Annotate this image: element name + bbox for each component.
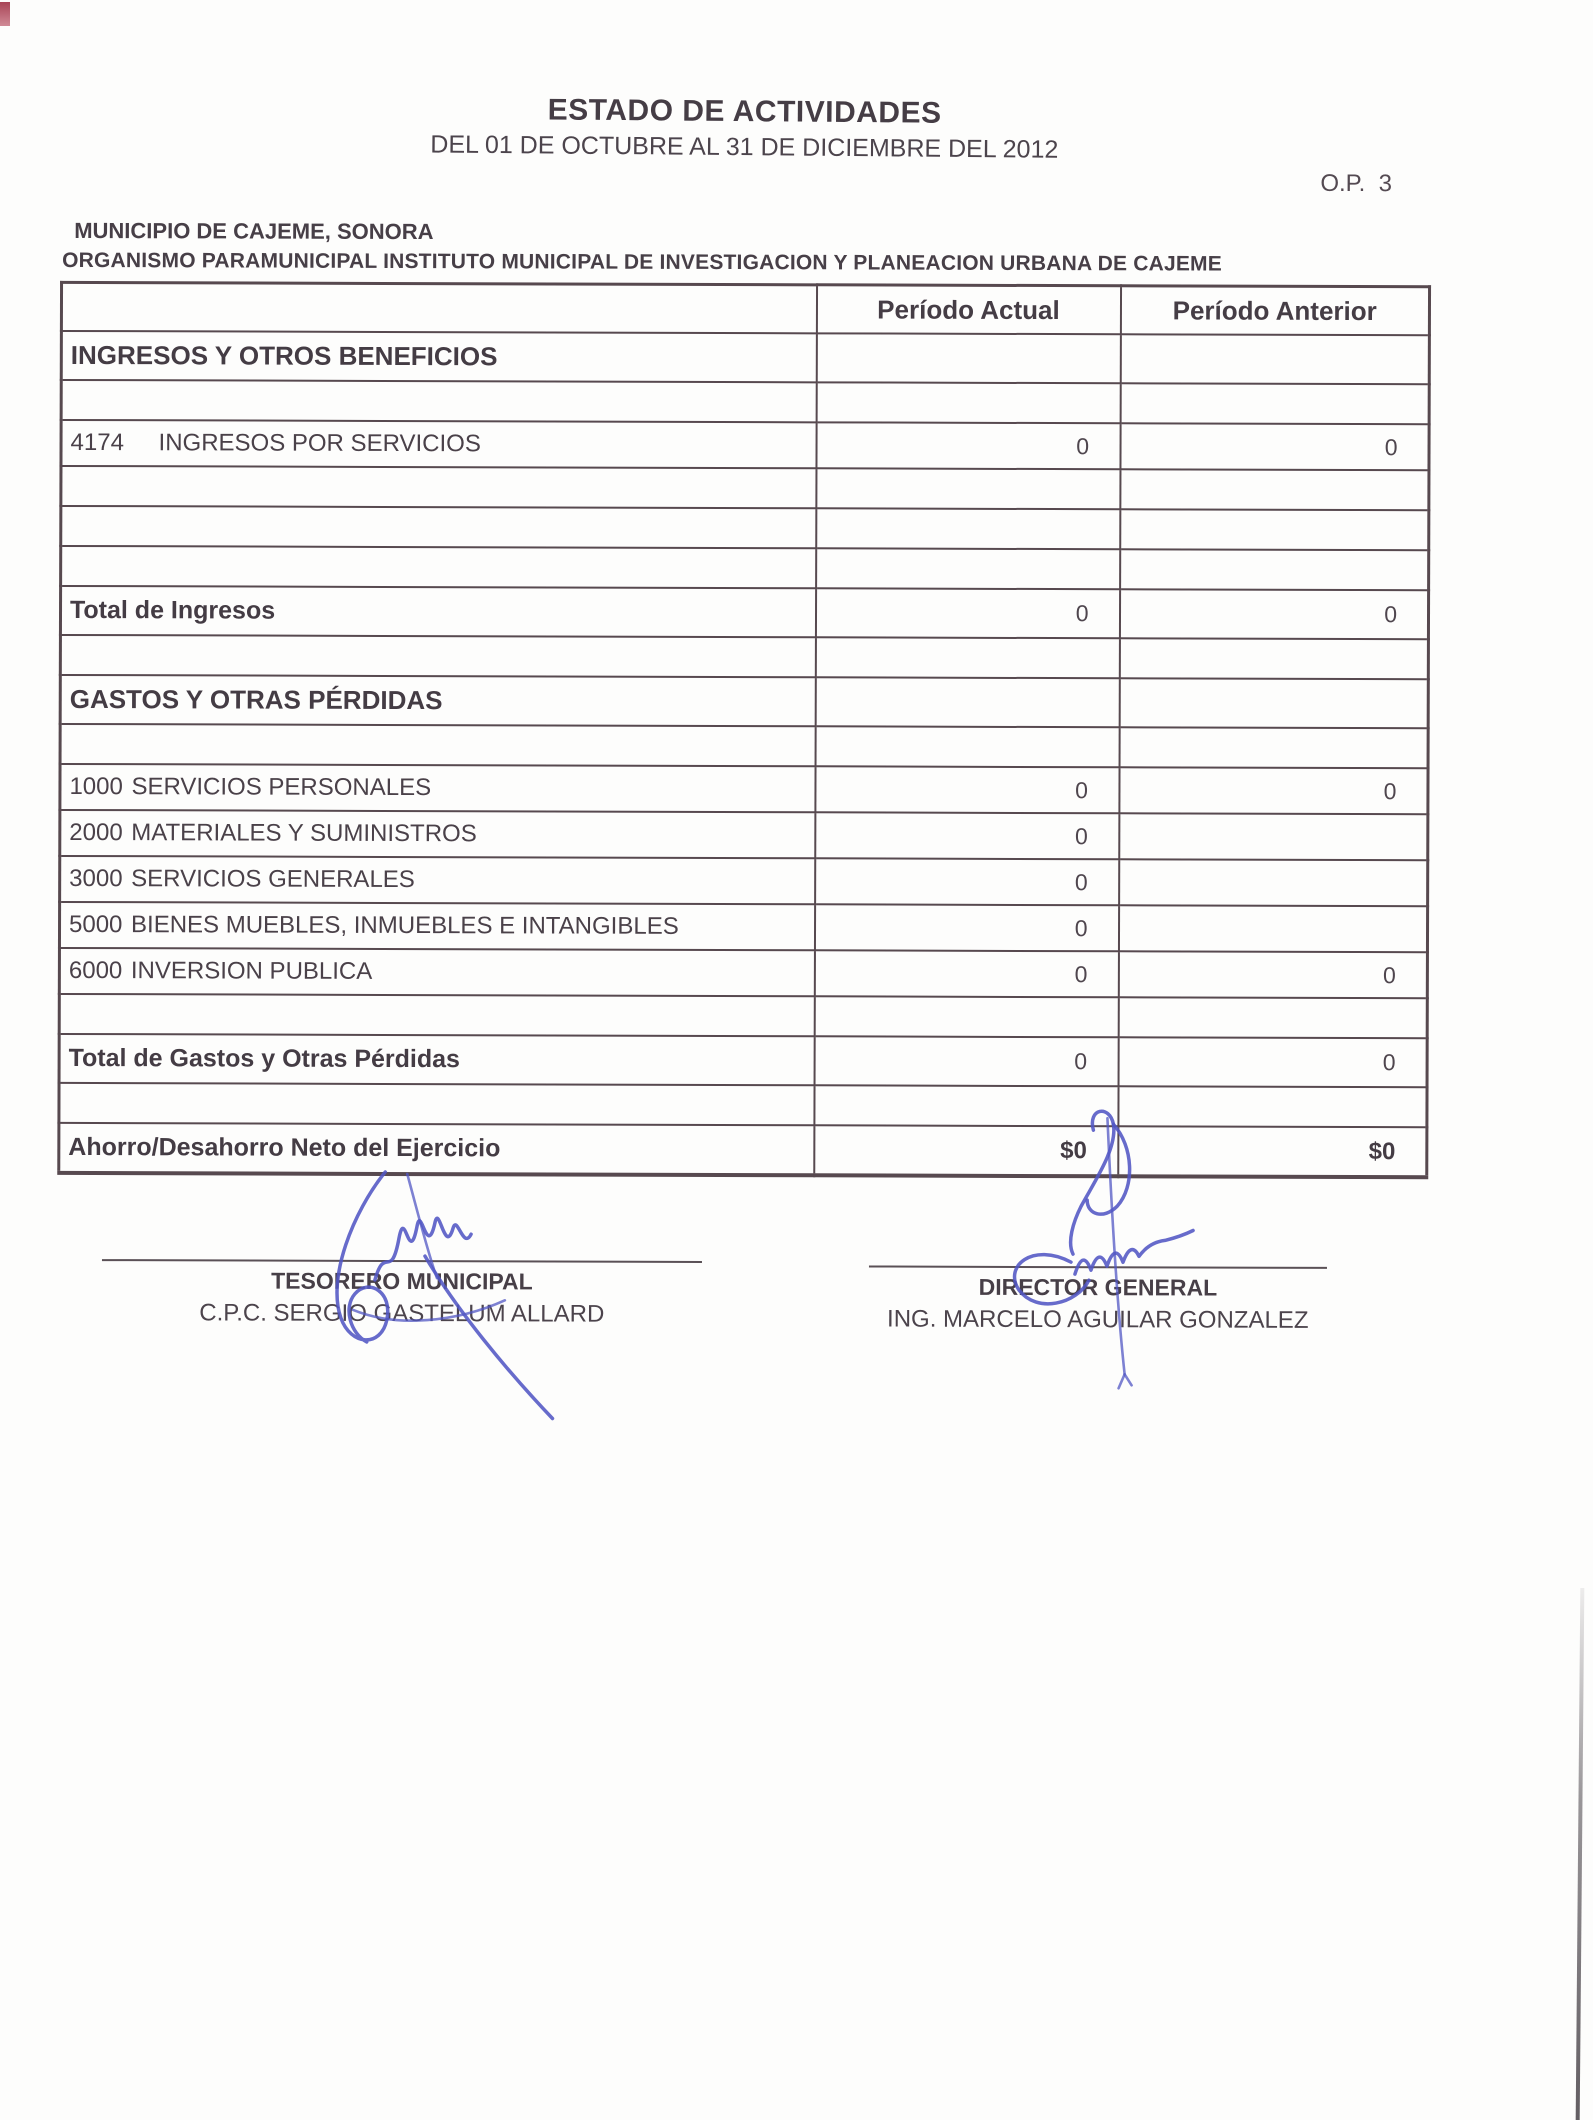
label-cell xyxy=(60,724,815,766)
table-header-row xyxy=(61,282,1429,335)
periodo-anterior-value: 0 xyxy=(1119,767,1428,814)
periodo-actual-value: 0 xyxy=(816,422,1120,469)
label-cell xyxy=(60,810,815,858)
table-row-total xyxy=(59,1034,1427,1087)
label-cell xyxy=(59,1083,814,1125)
periodo-actual-value xyxy=(816,508,1120,549)
label-cell xyxy=(59,948,814,996)
signature-block-tesorero xyxy=(102,1147,703,1329)
label-cell xyxy=(61,331,816,382)
table-row-blank xyxy=(61,546,1429,590)
label-cell xyxy=(61,506,816,548)
label-cell xyxy=(60,675,815,726)
periodo-actual-value xyxy=(816,382,1120,423)
table-row-blank xyxy=(59,1083,1427,1127)
account-code: 1000 xyxy=(69,772,123,801)
page-subtitle: DEL 01 DE OCTUBRE AL 31 DE DICIEMBRE DEL 2012 xyxy=(430,130,1059,164)
periodo-actual-value: 0 xyxy=(814,1036,1118,1086)
table-row-item xyxy=(60,856,1428,906)
table-row-section xyxy=(60,675,1428,728)
label-cell xyxy=(60,635,815,677)
periodo-anterior-value xyxy=(1120,549,1429,590)
signature-line xyxy=(102,1259,702,1263)
table-row-blank xyxy=(61,466,1429,510)
periodo-actual-value: $0 xyxy=(814,1125,1118,1176)
account-label: SERVICIOS PERSONALES xyxy=(131,773,432,802)
signature-title-tesorero: TESORERO MUNICIPAL xyxy=(271,1267,533,1295)
statement-table-body xyxy=(59,331,1430,1177)
account-label: INVERSION PUBLICA xyxy=(130,957,373,985)
signature-name-tesorero: C.P.C. SERGIO GASTELUM ALLARD xyxy=(199,1299,605,1328)
account-label: INGRESOS POR SERVICIOS xyxy=(158,429,481,458)
periodo-actual-value: 0 xyxy=(814,950,1118,997)
periodo-actual-value xyxy=(815,677,1119,727)
periodo-anterior-value xyxy=(1119,859,1428,906)
periodo-anterior-value: 0 xyxy=(1119,589,1428,639)
table-row-blank xyxy=(59,994,1427,1038)
table-row-item xyxy=(61,420,1429,470)
periodo-anterior-value xyxy=(1119,813,1428,860)
periodo-anterior-value xyxy=(1118,1086,1427,1127)
periodo-anterior-value xyxy=(1118,997,1427,1038)
signature-name-director: ING. MARCELO AGUILAR GONZALEZ xyxy=(887,1305,1309,1334)
periodo-anterior-value: $0 xyxy=(1118,1126,1427,1177)
periodo-actual-value xyxy=(815,726,1119,767)
account-code: 2000 xyxy=(69,818,123,847)
empty-header-cell xyxy=(61,282,816,333)
table-row-blank xyxy=(61,506,1429,550)
periodo-actual-value: 0 xyxy=(815,812,1119,859)
periodo-actual-value: 0 xyxy=(815,858,1119,905)
account-code: 5000 xyxy=(68,910,123,939)
account-label: SERVICIOS GENERALES xyxy=(131,865,415,894)
table-row-item xyxy=(59,902,1427,952)
column-header-actual: Período Actual xyxy=(816,285,1120,334)
label-cell xyxy=(60,856,815,904)
periodo-actual-value: 0 xyxy=(814,904,1118,951)
municipality-line: MUNICIPIO DE CAJEME, SONORA xyxy=(74,217,434,245)
row-label: INGRESOS Y OTROS BENEFICIOS xyxy=(70,339,498,372)
table-row-section xyxy=(61,331,1429,384)
periodo-anterior-value xyxy=(1119,678,1428,728)
periodo-actual-value xyxy=(816,333,1120,383)
account-label: BIENES MUEBLES, INMUEBLES E INTANGIBLES xyxy=(130,911,679,940)
table-row-total xyxy=(60,586,1428,639)
table-row-item xyxy=(60,810,1428,860)
periodo-anterior-value: 0 xyxy=(1118,1037,1427,1087)
account-code: 3000 xyxy=(69,864,123,893)
periodo-actual-value xyxy=(814,1085,1118,1126)
document-header xyxy=(2,0,1593,164)
periodo-anterior-value xyxy=(1120,383,1429,424)
account-label: MATERIALES Y SUMINISTROS xyxy=(131,819,477,848)
table-row-item xyxy=(59,948,1427,998)
periodo-actual-value xyxy=(816,548,1120,589)
row-label: GASTOS Y OTRAS PÉRDIDAS xyxy=(69,683,443,716)
periodo-actual-value: 0 xyxy=(815,588,1119,638)
signature-title-director: DIRECTOR GENERAL xyxy=(978,1273,1218,1301)
statement-table xyxy=(57,281,1431,1179)
periodo-anterior-value xyxy=(1119,638,1428,679)
account-code: 4174 xyxy=(70,428,124,457)
periodo-anterior-value xyxy=(1119,727,1428,768)
periodo-anterior-value xyxy=(1118,905,1427,952)
label-cell xyxy=(59,902,814,950)
periodo-anterior-value xyxy=(1120,509,1429,550)
row-label: Total de Ingresos xyxy=(69,595,276,625)
periodo-actual-value xyxy=(814,996,1118,1037)
signature-line xyxy=(869,1265,1327,1268)
label-cell xyxy=(61,546,816,588)
organism-line: ORGANISMO PARAMUNICIPAL INSTITUTO MUNICIPAL DE INVESTIGACION Y PLANEACION URBANA DE CAJEME xyxy=(62,248,1223,276)
label-cell xyxy=(61,466,816,508)
label-cell xyxy=(61,380,816,422)
row-label: Total de Gastos y Otras Pérdidas xyxy=(68,1043,461,1074)
periodo-actual-value xyxy=(815,637,1119,678)
row-label: Ahorro/Desahorro Neto del Ejercicio xyxy=(68,1132,501,1163)
signature-block-director xyxy=(869,1149,1328,1334)
op-number: O.P. 3 xyxy=(1320,169,1393,198)
table-row-item xyxy=(60,764,1428,814)
periodo-anterior-value xyxy=(1120,469,1429,510)
page-title: ESTADO DE ACTIVIDADES xyxy=(547,93,942,130)
table-row-blank xyxy=(61,380,1429,424)
account-code: 6000 xyxy=(68,956,123,985)
label-cell xyxy=(60,586,815,637)
periodo-actual-value: 0 xyxy=(815,766,1119,813)
table-row-blank xyxy=(60,635,1428,679)
periodo-actual-value xyxy=(816,468,1120,509)
label-cell xyxy=(59,1034,814,1085)
column-header-anterior: Período Anterior xyxy=(1120,286,1429,335)
label-cell xyxy=(61,420,816,468)
label-cell xyxy=(60,764,815,812)
table-row-blank xyxy=(60,724,1428,768)
periodo-anterior-value: 0 xyxy=(1120,423,1429,470)
label-cell xyxy=(59,994,814,1036)
periodo-anterior-value xyxy=(1120,334,1429,384)
periodo-anterior-value: 0 xyxy=(1118,951,1427,998)
